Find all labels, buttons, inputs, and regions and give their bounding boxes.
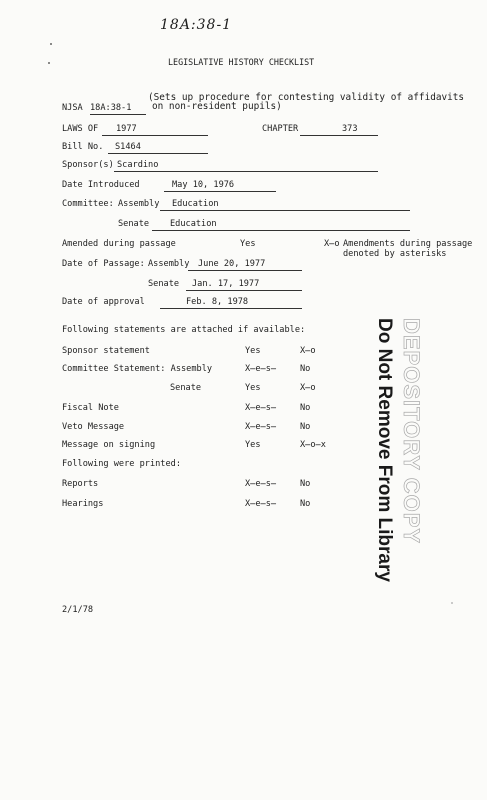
- committee-assembly-value: Education: [172, 199, 219, 209]
- depository-copy-stamp: DEPOSITORY COPY: [399, 318, 424, 545]
- statement-label: Message on signing: [62, 440, 156, 450]
- purpose-line-1: (Sets up procedure for contesting validity of affidavits: [148, 92, 465, 103]
- scan-speck: [50, 43, 52, 45]
- passage-assembly-label: Assembly: [148, 259, 190, 269]
- amended-no-mark: X̶o: [324, 239, 340, 249]
- amended-yes: Yes: [240, 239, 256, 249]
- footer-date: 2/1/78: [62, 605, 94, 615]
- approval-label: Date of approval: [62, 297, 145, 307]
- statement-label: Reports: [62, 479, 99, 489]
- statement-label: Fiscal Note: [62, 403, 119, 413]
- njsa-label: NJSA: [62, 103, 83, 113]
- statements-heading: Following statements are attached if available:: [62, 325, 306, 335]
- committee-assembly-label: Assembly: [118, 199, 160, 209]
- passage-senate-value: Jan. 17, 1977: [192, 279, 260, 289]
- scan-speck: [451, 602, 453, 604]
- statement-label: Sponsor statement: [62, 346, 150, 356]
- bill-label: Bill No.: [62, 142, 104, 152]
- date-introduced-label: Date Introduced: [62, 180, 140, 190]
- statement-yes: X̶e̶s̶: [245, 364, 277, 374]
- approval-value: Feb. 8, 1978: [186, 297, 249, 307]
- statement-yes: Yes: [245, 346, 261, 356]
- committee-senate-value: Education: [170, 219, 217, 229]
- statement-no: X̶o: [300, 383, 316, 393]
- statement-no: X̶o̶x: [300, 440, 326, 450]
- statement-label: Veto Message: [62, 422, 125, 432]
- laws-of-label: LAWS OF: [62, 124, 99, 134]
- statement-yes: Yes: [245, 440, 261, 450]
- library-stamp: [360, 318, 424, 582]
- statement-no: No: [300, 364, 311, 374]
- passage-senate-label: Senate: [148, 279, 180, 289]
- statement-label: Hearings: [62, 499, 104, 509]
- date-passage-label: Date of Passage:: [62, 259, 145, 269]
- sponsor-label: Sponsor(s): [62, 160, 114, 170]
- statement-yes: X̶e̶s̶: [245, 422, 277, 432]
- committee-label: Committee:: [62, 199, 114, 209]
- amendments-note-line-1: Amendments during passage: [343, 239, 473, 249]
- handwritten-file-number: 18A:38-1: [160, 17, 233, 33]
- statement-yes: X̶e̶s̶: [245, 403, 277, 413]
- statement-yes: Yes: [245, 383, 261, 393]
- date-introduced-value: May 10, 1976: [172, 180, 235, 190]
- scan-speck: [48, 62, 50, 64]
- amended-label: Amended during passage: [62, 239, 176, 249]
- statement-label: Committee Statement: Assembly: [62, 364, 213, 374]
- njsa-value: 18A:38-1: [90, 103, 132, 113]
- statement-no: X̶o: [300, 346, 316, 356]
- printed-heading: Following were printed:: [62, 459, 181, 469]
- statement-yes: X̶e̶s̶: [245, 499, 277, 509]
- amendments-note-line-2: denoted by asterisks: [343, 249, 447, 259]
- purpose-line-2: on non-resident pupils): [152, 101, 282, 112]
- bill-value: S1464: [115, 142, 141, 152]
- chapter-value: 373: [342, 124, 358, 134]
- do-not-remove-stamp: Do Not Remove From Library: [374, 318, 395, 582]
- sponsor-value: Scardino: [117, 160, 159, 170]
- passage-assembly-value: June 20, 1977: [198, 259, 266, 269]
- statement-no: No: [300, 499, 311, 509]
- statement-no: No: [300, 403, 311, 413]
- chapter-label: CHAPTER: [262, 124, 299, 134]
- statement-yes: X̶e̶s̶: [245, 479, 277, 489]
- statement-no: No: [300, 479, 311, 489]
- document-title: LEGISLATIVE HISTORY CHECKLIST: [168, 57, 315, 67]
- committee-senate-label: Senate: [118, 219, 150, 229]
- laws-of-value: 1977: [116, 124, 137, 134]
- statement-no: No: [300, 422, 311, 432]
- statement-label: Senate: [170, 383, 202, 393]
